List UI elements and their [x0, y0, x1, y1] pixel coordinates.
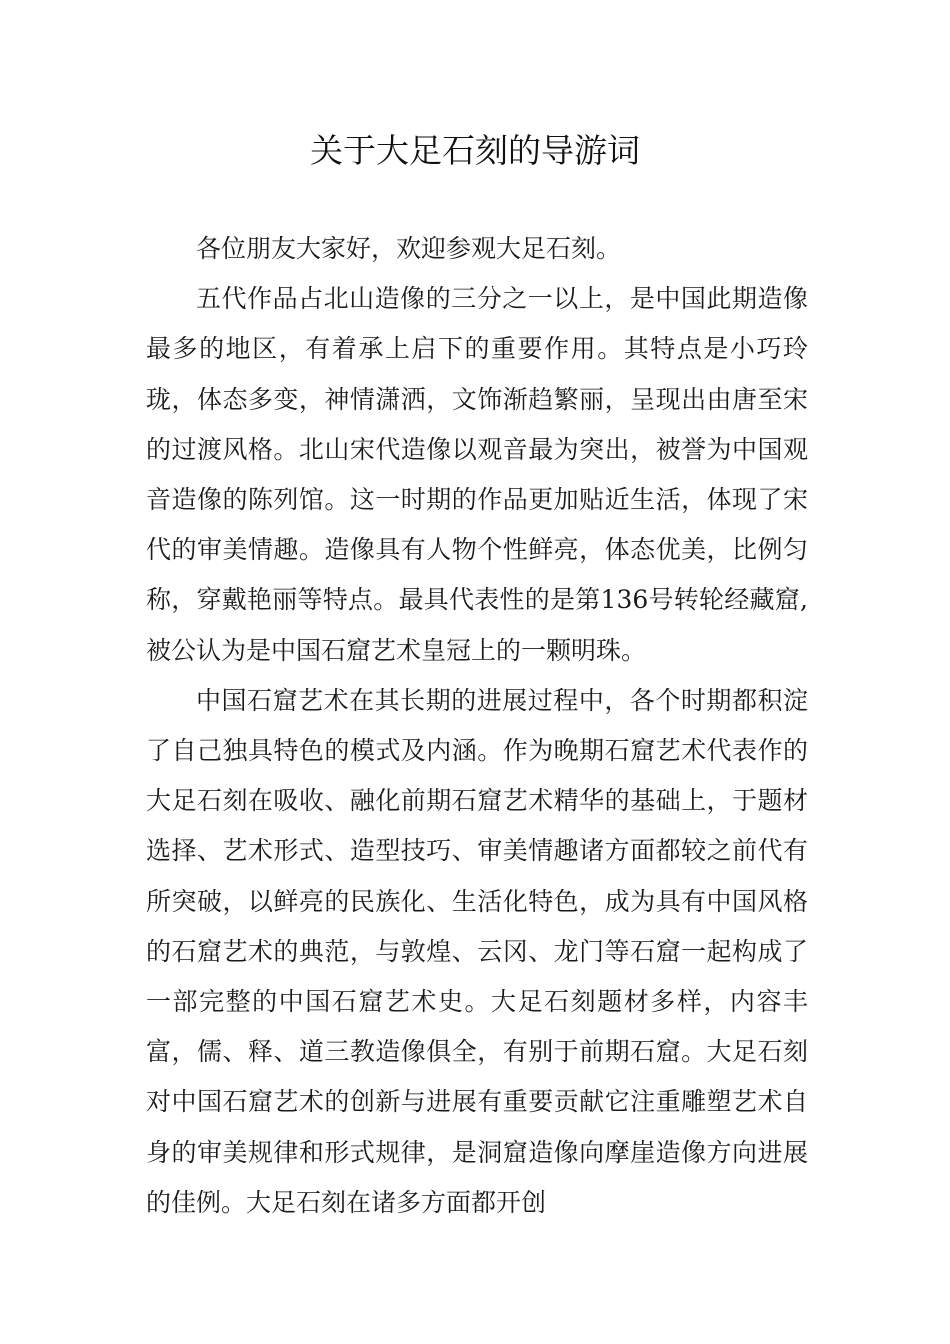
paragraph-grotto-art: 中国石窟艺术在其长期的进展过程中，各个时期都积淀了自己独具特色的模式及内涵。作为晚期石窟艺术代表作的大足石刻在吸收、融化前期石窟艺术精华的基础上，于题材选择、艺术形式、造型技巧、审美情趣诸方面都较之前代有所突破，以鲜亮的民族化、生活化特色，成为具有中国风格的石窟艺术的典范，与敦煌、云冈、龙门等石窟一起构成了一部完整的中国石窟艺术史。大足石刻题材多样，内容丰富，儒、释、道三教造像俱全，有别于前期石窟。大足石刻对中国石窟艺术的创新与进展有重要贡献它注重雕塑艺术自身的审美规律和形式规律，是洞窟造像向摩崖造像方向进展的佳例。大足石刻在诸多方面都开创 [146, 685, 808, 1217]
paragraph-five-dynasties: 五代作品占北山造像的三分之一以上，是中国此期造像最多的地区，有着承上启下的重要作用。其特点是小巧玲珑，体态多变，神情潇洒，文饰渐趋繁丽，呈现出由唐至宋的过渡风格。北山宋代造像以观音最为突出，被誉为中国观音造像的陈列馆。这一时期的作品更加贴近生活，体现了宋代的审美情趣。造像具有人物个性鲜亮，体态优美，比例匀称，穿戴艳丽等特点。最具代表性的是第136号转轮经藏窟,被公认为是中国石窟艺术皇冠上的一颗明珠。 [146, 284, 808, 665]
document-body [146, 224, 808, 1228]
paragraph-greeting: 各位朋友大家好，欢迎参观大足石刻。 [196, 234, 622, 263]
document-title: 关于大足石刻的导游词 [310, 131, 640, 170]
